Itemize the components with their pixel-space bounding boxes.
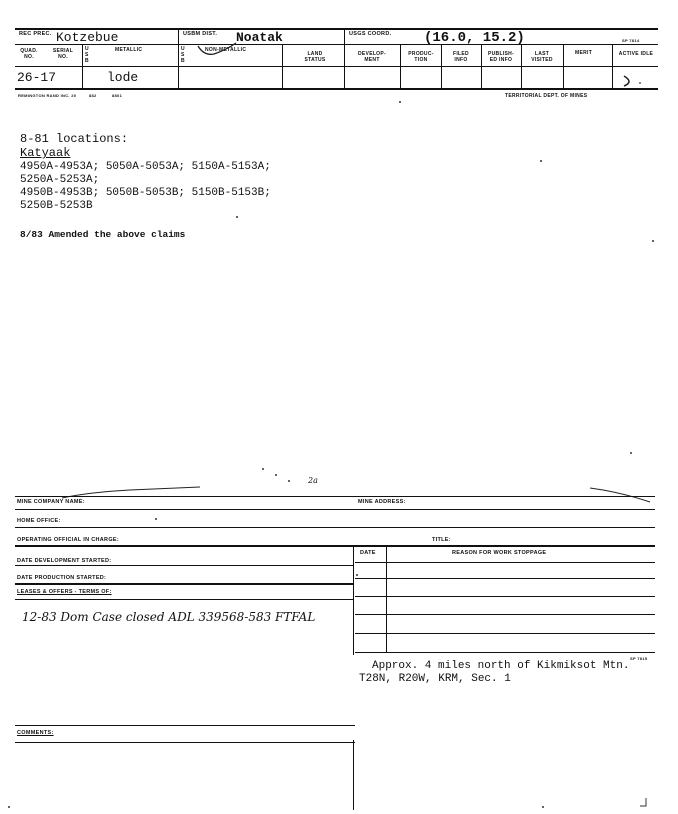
leases-label: LEASES & OFFERS - TERMS OF: <box>17 589 112 595</box>
published-info-label: PUBLISH- ED INFO <box>487 51 514 63</box>
department-label: TERRITORIAL DEPT. OF MINES <box>505 93 588 99</box>
checkmark-icon <box>196 42 246 62</box>
nonmetallic-label: NON-METALLIC <box>205 47 247 53</box>
serial-no-label: SERIAL NO. <box>52 48 74 60</box>
header-rule-2 <box>15 66 658 67</box>
development-label: DEVELOP- MENT <box>358 51 386 63</box>
location-line-2: T28N, R20W, KRM, Sec. 1 <box>359 673 511 685</box>
claim-name: Katyaak <box>20 146 71 160</box>
usbm-dist-value: Noatak <box>236 30 283 45</box>
handwritten-mark: 2a <box>308 476 318 485</box>
production-label: PRODUC- TION <box>408 51 434 63</box>
land-status-label: LAND STATUS <box>304 51 326 63</box>
amended-note: 8/83 Amended the above claims <box>20 229 186 240</box>
nonmetallic-side-label: U S B <box>181 46 185 64</box>
home-office-label: HOME OFFICE: <box>17 518 61 524</box>
mine-company-label: MINE COMPANY NAME: <box>17 499 85 505</box>
corner-mark-icon <box>630 796 650 810</box>
printer-code-1: 882 <box>89 93 97 98</box>
filed-info-label: FILED INFO <box>453 51 469 63</box>
rec-prec-label: REC PREC. <box>19 31 52 37</box>
claims-line-1: 4950A-4953A; 5050A-5053A; 5150A-5153A; <box>20 161 271 173</box>
quad-no-label: QUAD. NO. <box>20 48 38 60</box>
quad-value: 26-17 <box>17 70 57 85</box>
date-production-started-label: DATE PRODUCTION STARTED: <box>17 575 107 581</box>
claims-line-2: 5250A-5253A; <box>20 174 100 186</box>
date-column-label: DATE <box>360 550 376 556</box>
reason-column-label: REASON FOR WORK STOPPAGE <box>452 550 547 556</box>
tear-edge-icon <box>0 480 678 504</box>
handwritten-note: 12-83 Dom Case closed ADL 339568-583 FTFAL <box>22 610 316 624</box>
active-idle-mark-icon <box>620 74 650 88</box>
mine-address-label: MINE ADDRESS: <box>358 499 406 505</box>
title-label: TITLE: <box>432 537 451 543</box>
date-development-started-label: DATE DEVELOPMENT STARTED: <box>17 558 112 564</box>
metallic-side-label: U S B <box>85 46 89 64</box>
operating-official-label: OPERATING OFFICIAL IN CHARGE: <box>17 537 119 543</box>
form-number-top: SP 7814 <box>622 38 640 43</box>
form-number-bottom: SP 7815 <box>630 656 648 661</box>
usgs-coord-label: USGS COORD. <box>349 31 392 37</box>
active-idle-label: ACTIVE IDLE <box>618 51 654 57</box>
location-line-1: Approx. 4 miles north of Kikmiksot Mtn. <box>372 660 630 672</box>
header-bottom-rule <box>15 88 658 90</box>
usbm-dist-label: USBM DIST. <box>183 31 218 37</box>
merit-label: MERIT <box>575 50 593 56</box>
printer-label: REMINGTON RAND INC. 20 <box>18 93 77 98</box>
metallic-label: METALLIC <box>115 47 143 53</box>
usgs-coord-value: (16.0, 15.2) <box>424 30 525 46</box>
claims-line-4: 5250B-5253B <box>20 200 93 212</box>
printer-code-2: 8801 <box>112 93 123 98</box>
comments-label: COMMENTS: <box>17 730 54 736</box>
type-value: lode <box>107 70 139 85</box>
locations-heading: 8-81 locations: <box>20 132 129 146</box>
rec-prec-value: Kotzebue <box>56 30 119 45</box>
last-visited-label: LAST VISITED <box>531 51 553 63</box>
claims-line-3: 4950B-4953B; 5050B-5053B; 5150B-5153B; <box>20 187 271 199</box>
